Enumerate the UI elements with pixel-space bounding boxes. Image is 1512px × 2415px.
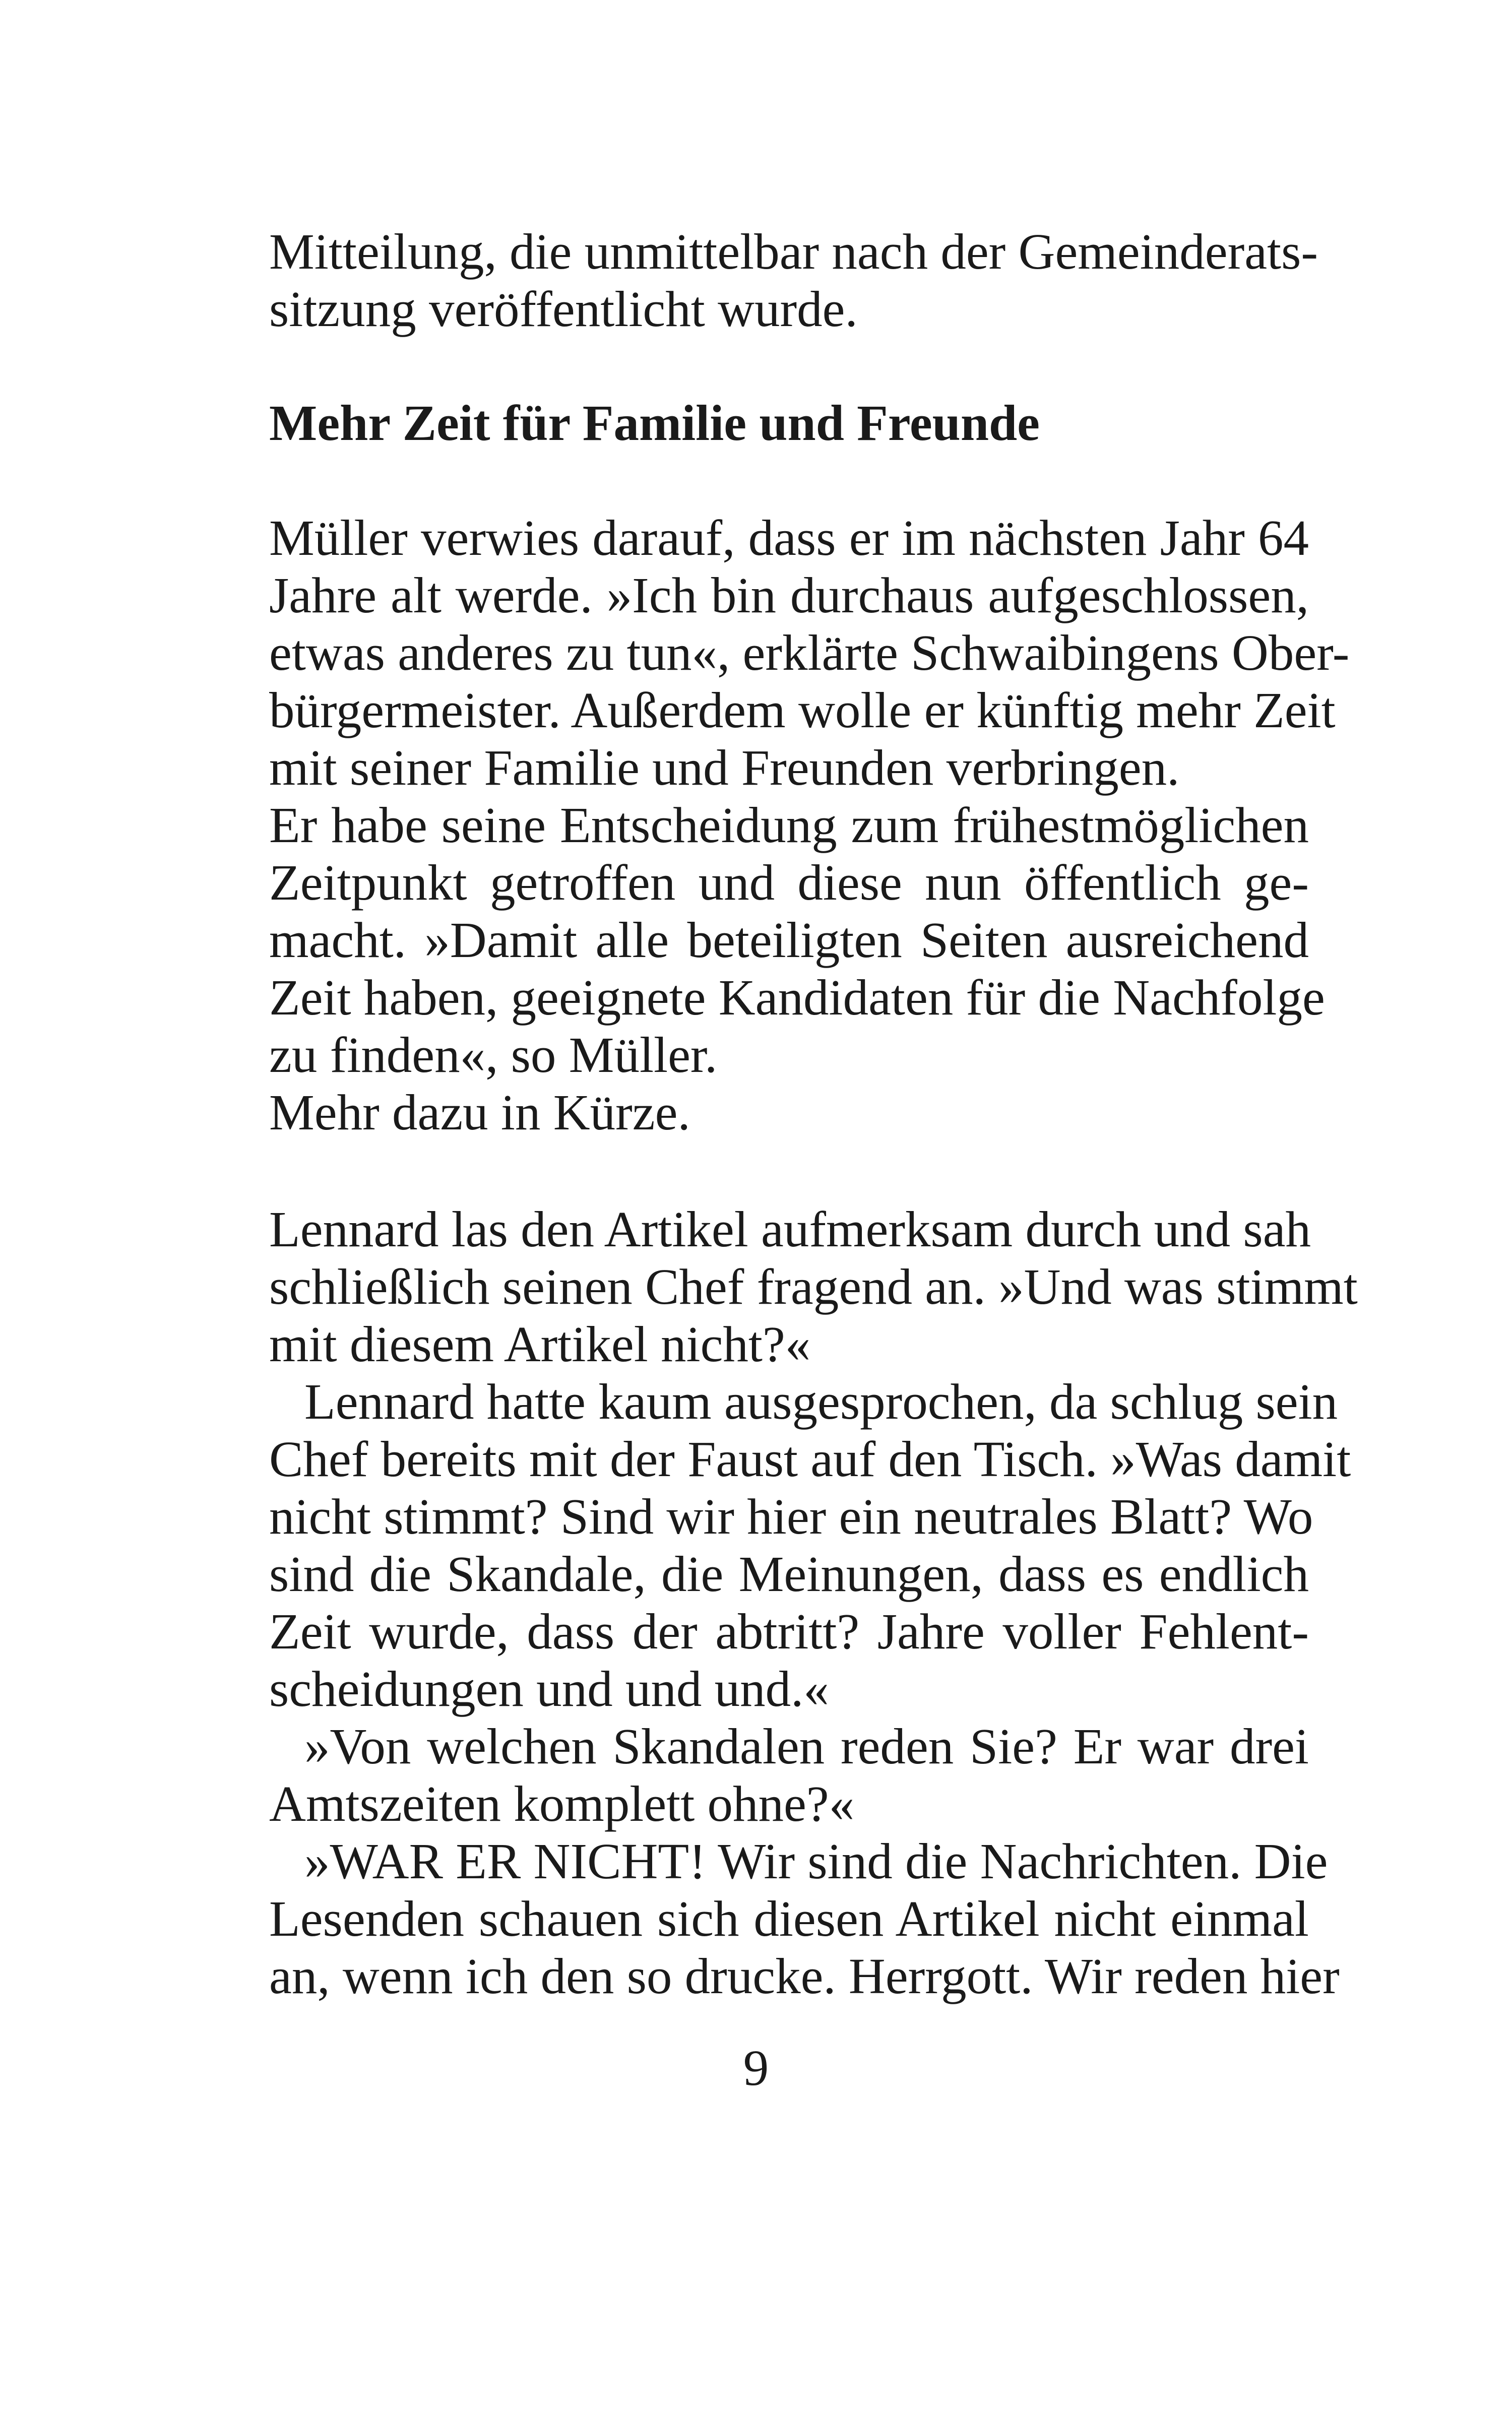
article-paragraph [269,509,1350,1141]
text-line: Mitteilung, die unmittelbar nach der Gemeinderats- [269,223,1318,280]
text-line: bürgermeister. Außerdem wolle er künftig mehr Zeit [269,682,1336,738]
text-line: Er habe seine Entscheidung zum frühestmöglichen [269,797,1309,853]
text-line: Chef bereits mit der Faust auf den Tisch. »Was damit [269,1431,1351,1487]
text-line: Mehr dazu in Kürze. [269,1084,690,1140]
text-line: mit seiner Familie und Freunden verbringen. [269,739,1180,796]
text-line: an, wenn ich den so drucke. Herrgott. Wir reden hier [269,1948,1340,2004]
page-number: 9 [743,2040,769,2096]
text-line: Jahre alt werde. »Ich bin durchaus aufgeschlossen, [269,567,1309,623]
text-line: Lesenden schauen sich diesen Artikel nicht einmal [269,1890,1309,1947]
text-line: scheidungen und und und.« [269,1661,829,1717]
text-line: Amtszeiten komplett ohne?« [269,1775,855,1832]
text-line: schließlich seinen Chef fragend an. »Und was stimmt [269,1258,1358,1315]
section-heading: Mehr Zeit für Familie und Freunde [269,395,1040,451]
text-line: macht. »Damit alle beteiligten Seiten ausreichend [269,912,1309,968]
text-line: »Von welchen Skandalen reden Sie? Er war drei [304,1718,1309,1774]
text-line: Lennard las den Artikel aufmerksam durch und sah [269,1201,1311,1257]
text-line: etwas anderes zu tun«, erklärte Schwaibingens Ober- [269,624,1350,681]
story-paragraphs [269,1200,1358,2005]
text-line: Zeit wurde, dass der abtritt? Jahre voller Fehlent- [269,1603,1309,1660]
text-line: Zeit haben, geeignete Kandidaten für die Nachfolge [269,969,1325,1026]
text-line: Müller verwies darauf, dass er im nächsten Jahr 64 [269,510,1309,566]
text-line: nicht stimmt? Sind wir hier ein neutrales Blatt? Wo [269,1488,1313,1545]
text-line: sitzung veröffentlicht wurde. [269,281,858,337]
text-line: sind die Skandale, die Meinungen, dass es endlich [269,1546,1309,1602]
text-line: »WAR ER NICHT! Wir sind die Nachrichten. Die [304,1833,1328,1889]
text-line: Lennard hatte kaum ausgesprochen, da schlug sein [304,1373,1338,1430]
text-line: zu finden«, so Müller. [269,1027,718,1083]
text-line: mit diesem Artikel nicht?« [269,1316,811,1372]
intro-paragraph [269,223,1318,338]
text-line: Zeitpunkt getroffen und diese nun öffentlich ge- [269,854,1309,911]
